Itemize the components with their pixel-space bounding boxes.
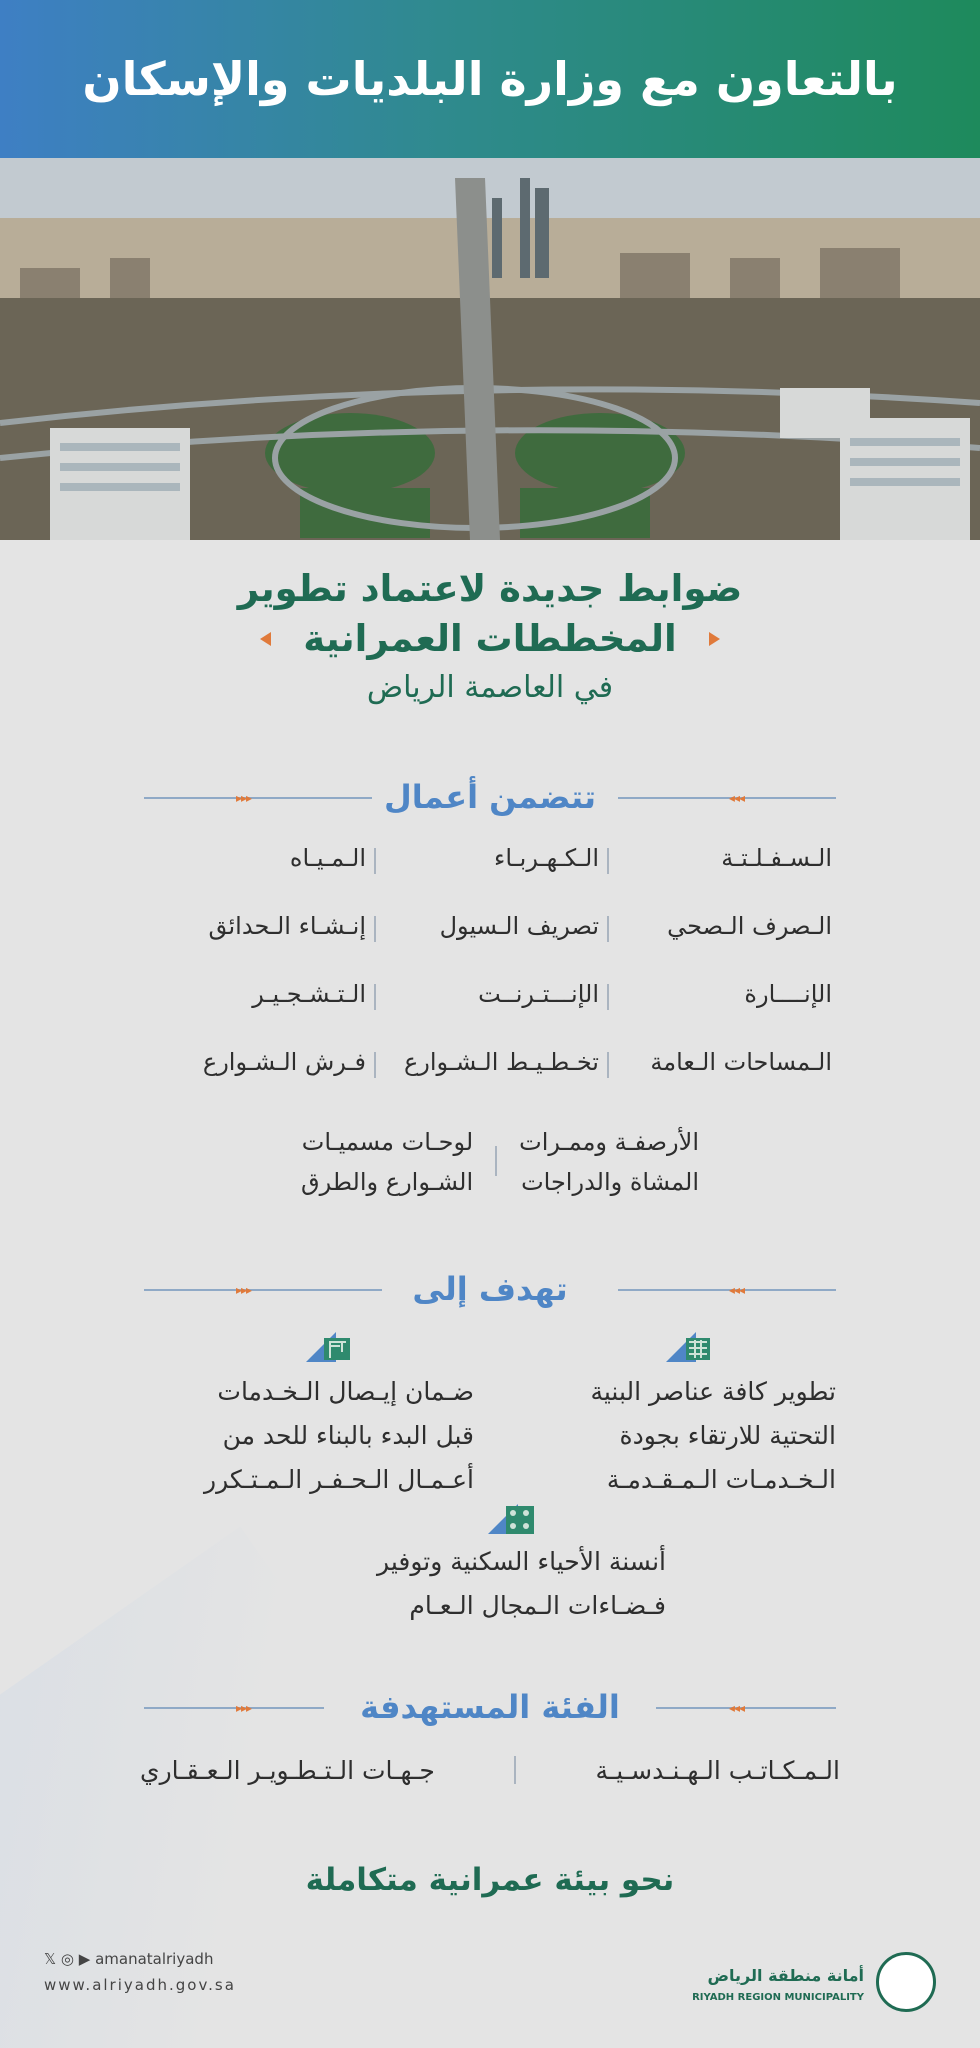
target-item: الـمـكـاتـب الـهـنـدسـيـة [595, 1756, 840, 1785]
divider [514, 1756, 516, 1784]
works-item: الـمـيـاه [141, 844, 374, 884]
works-item: الـمساحات الـعامة [650, 1048, 832, 1076]
municipality-emblem-icon [876, 1952, 936, 2012]
website-link[interactable]: www.alriyadh.gov.sa [44, 1976, 236, 1994]
construction-crane-icon [306, 1332, 352, 1362]
footer-contact [44, 1950, 304, 1994]
goal-line: الـخـدمـات الـمـقـدمـة [606, 1465, 836, 1494]
triangle-right-icon [709, 632, 720, 646]
intro-title [0, 566, 980, 705]
municipality-name-en: RIYADH REGION MUNICIPALITY [692, 1992, 864, 2003]
youtube-icon: ▶ [78, 1950, 91, 1968]
works-row [140, 844, 840, 884]
works-extra-item [497, 1122, 721, 1202]
works-item: الـكـهـربـاء [374, 844, 607, 884]
divider-dots: ▸▸▸ [236, 1701, 252, 1715]
goal-line: فـضـاءات الـمجال الـعـام [409, 1591, 666, 1620]
works-item: تصريف الـسيول [374, 912, 607, 952]
divider-dots: ◂◂◂ [728, 1701, 744, 1715]
works-extra-item [279, 1122, 495, 1202]
divider-dots: ◂◂◂ [728, 1283, 744, 1297]
neighborhood-icon [488, 1504, 534, 1534]
works-extra-line: الأرصفـة وممـرات [519, 1128, 700, 1156]
works-item: الإنــــارة [744, 980, 832, 1008]
goals-heading-text: تهدف إلى [412, 1270, 568, 1308]
municipality-logo [656, 1952, 936, 2022]
target-heading [144, 1688, 836, 1728]
instagram-icon: ◎ [60, 1950, 74, 1968]
works-row [140, 980, 840, 1020]
goal-line: تطوير كافة عناصر البنية [590, 1377, 836, 1406]
hero-city-image [0, 158, 980, 540]
works-item: الـسـفـلـتـة [721, 844, 832, 872]
social-handle[interactable] [44, 1950, 304, 1968]
works-heading-text: تتضمن أعمال [383, 778, 597, 816]
divider-dots: ▸▸▸ [236, 791, 252, 805]
works-extra-line: لوحـات مسميـات [301, 1128, 474, 1156]
intro-line-3: في العاصمة الرياض [366, 670, 614, 705]
divider [495, 1146, 497, 1176]
goal-item [144, 1370, 474, 1502]
social-handle-text: amanatalriyadh [95, 1950, 214, 1968]
goals-heading [144, 1270, 836, 1310]
goal-line: التحتية للارتقاء بجودة [619, 1421, 836, 1450]
works-extra-line: المشاة والدراجات [521, 1168, 700, 1196]
goal-item [536, 1370, 836, 1502]
works-extra-row [270, 1122, 730, 1202]
header-title: بالتعاون مع وزارة البلديات والإسكان [82, 52, 898, 106]
works-item: فـرش الـشـوارع [141, 1048, 374, 1088]
municipality-name-ar: أمانة منطقة الرياض [707, 1966, 864, 1985]
goal-line: أعـمـال الـحـفـر الـمـتـكرر [204, 1465, 474, 1494]
slogan: نحو بيئة عمرانية متكاملة [305, 1862, 675, 1898]
works-item: الـصرف الـصحي [667, 912, 832, 940]
x-icon: 𝕏 [44, 1950, 57, 1968]
goal-line: ضـمان إيـصال الـخـدمات [217, 1377, 474, 1406]
target-heading-text: الفئة المستهدفة [360, 1688, 620, 1726]
goal-line: قبل البدء بالبناء للحد من [222, 1421, 474, 1450]
goal-line: أنسنة الأحياء السكنية وتوفير [377, 1547, 666, 1576]
works-extra-line: الشـوارع والطرق [301, 1168, 474, 1196]
city-illustration [0, 158, 980, 540]
works-item: الإنـــتـرنــت [374, 980, 607, 1020]
works-item: تخـطـيـط الـشـوارع [374, 1048, 607, 1088]
works-item: الـتـشـجـيـر [141, 980, 374, 1020]
intro-line-2-row [0, 616, 980, 662]
infrastructure-icon [666, 1332, 712, 1362]
header-banner [0, 0, 980, 158]
divider-dots: ▸▸▸ [236, 1283, 252, 1297]
goal-item [330, 1540, 666, 1628]
triangle-left-icon [260, 632, 271, 646]
target-row [140, 1756, 840, 1785]
works-row [140, 1048, 840, 1088]
works-heading [144, 778, 836, 818]
works-row [140, 912, 840, 952]
intro-line-1: ضوابط جديدة لاعتماد تطوير [237, 567, 743, 610]
intro-line-2: المخططات العمرانية [303, 617, 677, 660]
target-item: جـهـات الـتـطـويـر الـعـقـاري [140, 1756, 435, 1785]
works-item: إنـشـاء الـحدائق [141, 912, 374, 952]
divider-dots: ◂◂◂ [728, 791, 744, 805]
